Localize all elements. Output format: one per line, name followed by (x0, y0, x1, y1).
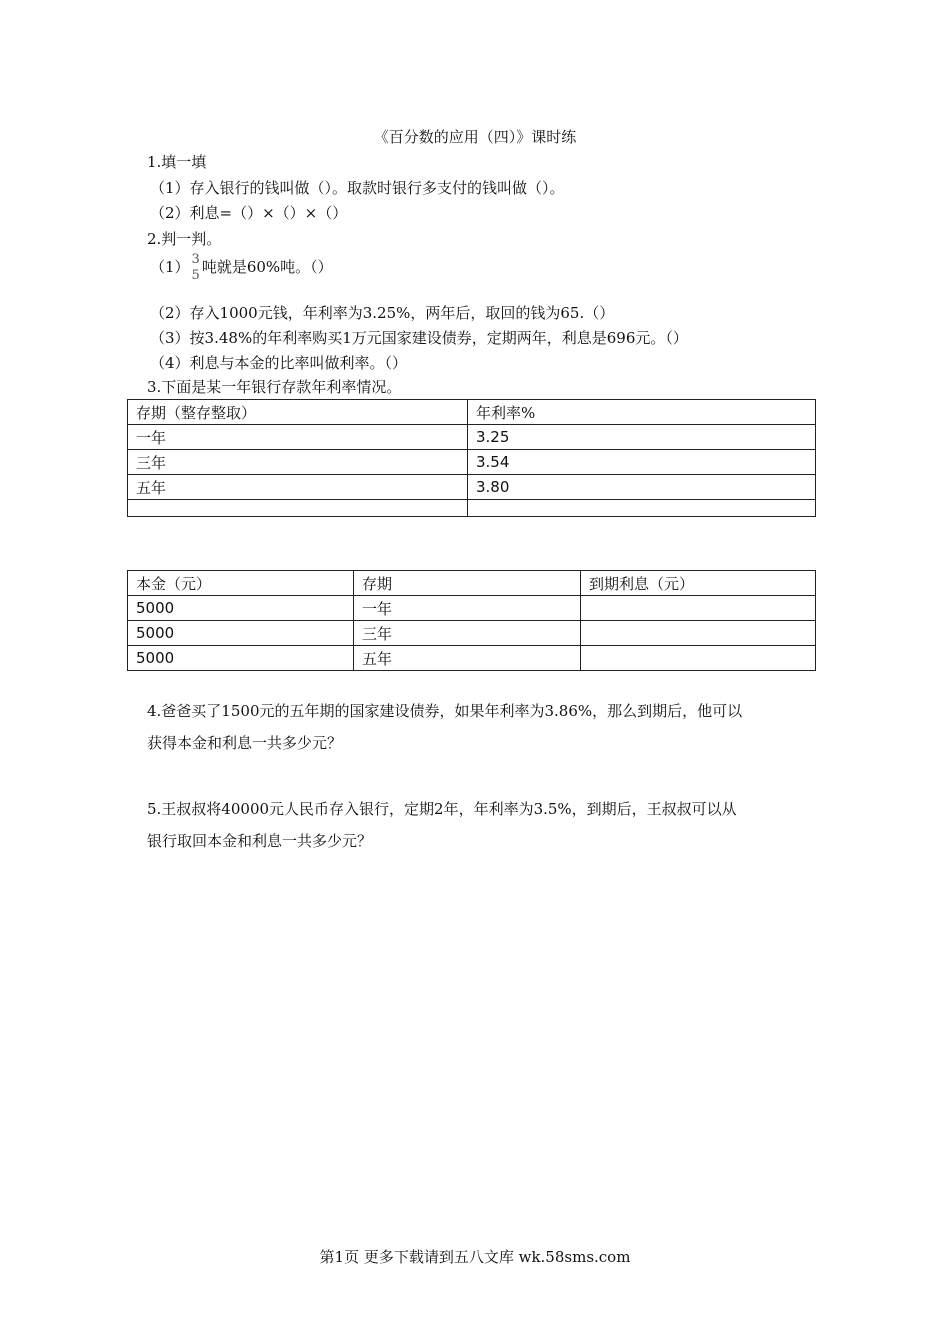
judge-item-1-suffix: 吨就是60%吨。（） (201, 258, 333, 276)
table-cell: 三年 (354, 621, 581, 646)
question-5 (147, 793, 737, 857)
page-footer: 第1页 更多下载请到五八文库 wk.58sms.com (319, 1248, 631, 1266)
table-cell: 5000 (128, 646, 354, 671)
table-cell (581, 621, 816, 646)
interest-calc-table (127, 570, 816, 671)
table-cell: 一年 (354, 596, 581, 621)
judge-item-1-prefix: （1） (150, 258, 190, 276)
table-row (128, 646, 816, 671)
page-title: 《百分数的应用（四）》课时练 (373, 128, 577, 146)
table-header-cell: 存期 (354, 571, 581, 596)
table-header-cell: 年利率% (468, 400, 816, 425)
table-header-cell: 存期（整存整取） (128, 400, 468, 425)
table-cell (581, 596, 816, 621)
table-cell: 3.54 (468, 450, 816, 475)
table-cell: 3.25 (468, 425, 816, 450)
table-header-row (128, 571, 816, 596)
table-cell: 3.80 (468, 475, 816, 500)
table-header-row (128, 400, 816, 425)
interest-rate-table (127, 399, 816, 517)
judge-item-3: （3）按3.48%的年利率购买1万元国家建设债券，定期两年，利息是696元。（） (150, 329, 688, 347)
section2-heading: 2.判一判。 (147, 230, 222, 248)
fraction-numerator: 3 (191, 252, 200, 267)
table-row (128, 621, 816, 646)
judge-item-1 (150, 252, 333, 284)
table-row (128, 425, 816, 450)
table-cell: 5000 (128, 621, 354, 646)
table-cell (128, 500, 468, 517)
judge-item-4: （4）利息与本金的比率叫做利率。（） (150, 354, 408, 372)
question-4 (147, 695, 742, 759)
table-header-cell: 本金（元） (128, 571, 354, 596)
fill-item-1: （1）存入银行的钱叫做（）。取款时银行多支付的钱叫做（）。 (150, 179, 565, 197)
table-cell: 5000 (128, 596, 354, 621)
table-cell (468, 500, 816, 517)
table-cell: 一年 (128, 425, 468, 450)
section3-heading: 3.下面是某一年银行存款年利率情况。 (147, 378, 402, 396)
question-4-line-1: 4.爸爸买了1500元的五年期的国家建设债券，如果年利率为3.86%，那么到期后，他可以 (147, 702, 743, 720)
table-header-cell: 到期利息（元） (581, 571, 816, 596)
question-5-line-1: 5.王叔叔将40000元人民币存入银行，定期2年，年利率为3.5%，到期后，王叔叔可以从 (147, 800, 737, 818)
judge-item-2: （2）存入1000元钱，年利率为3.25%，两年后，取回的钱为65.（） (150, 304, 615, 322)
table-row (128, 500, 816, 517)
table-row (128, 596, 816, 621)
question-5-line-2: 银行取回本金和利息一共多少元？ (147, 832, 373, 850)
table-cell: 三年 (128, 450, 468, 475)
table-row (128, 475, 816, 500)
fraction-denominator: 5 (191, 268, 200, 283)
table-row (128, 450, 816, 475)
section1-heading: 1.填一填 (147, 153, 207, 171)
table-cell: 五年 (128, 475, 468, 500)
table-cell: 五年 (354, 646, 581, 671)
table-cell (581, 646, 816, 671)
fraction (192, 252, 200, 284)
question-4-line-2: 获得本金和利息一共多少元？ (147, 734, 343, 752)
fill-item-2: （2）利息=（）×（）×（） (150, 204, 348, 222)
